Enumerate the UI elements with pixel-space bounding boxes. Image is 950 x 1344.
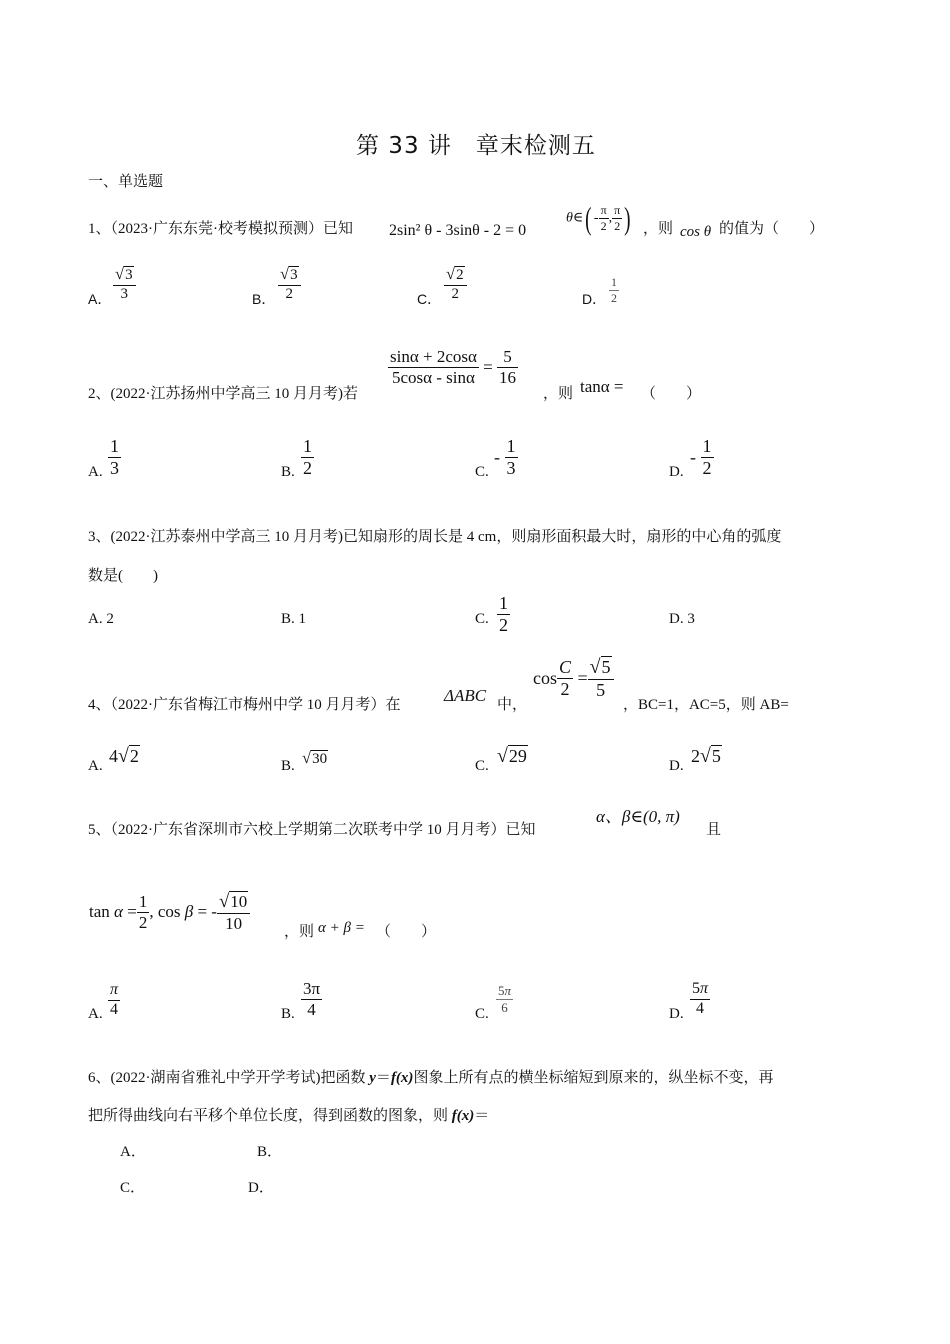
q5-option-c-label: C. [475,1006,489,1022]
q5-option-a-value: $\frac{\pi}{4}$ [110,981,119,1018]
q3-line-2: 数是( ) [88,568,158,584]
q4-option-d-value: 2√5 [691,745,721,767]
q2-equation: $\frac{\sin\alpha + 2\cos\alpha}{5\cos\alpha - \sin\alpha}$ = $\frac{5}{16}$ [390,347,516,387]
q6-line-2: 把所得曲线向右平移个单位长度，得到函数的图象，则 f(x)＝ [88,1108,490,1124]
q2-stem-before: 2、(2022·江苏扬州中学高三 10 月月考)若 [88,386,358,402]
q1-equation-text: 2sin² θ - 3sinθ - 2 = 0 [389,222,527,239]
q1-equation [389,222,526,240]
q4-option-a-label: A. [88,758,103,774]
q6-option-b-label: B． [257,1144,283,1160]
q1-option-a-value: $\frac{√3}{3}$ [113,265,136,303]
q1-option-a-label: A． [88,291,112,307]
q3-option-c-value: $\frac{1}{2}$ [499,593,508,635]
q5-option-b-value: $\frac{3\pi}{4}$ [303,979,321,1019]
q1-option-c-label: C． [417,291,442,307]
q1-stem-end: 的值为（ ） [719,221,825,237]
section-heading: 一、单选题 [88,174,164,190]
q3-option-b: B. 1 [281,611,307,627]
question-1-stem [88,217,353,238]
q4-stem-before: 4、（2022·广东省梅江市梅州中学 10 月月考）在 [88,697,401,713]
q1-option-d-label: D． [582,291,607,307]
q2-option-b-label: B. [281,464,295,480]
q2-ask: tanα = [580,377,624,396]
q3-option-d: D. 3 [669,611,695,627]
q6-option-a-label: A． [120,1144,146,1160]
q2-option-a-label: A. [88,464,103,480]
q4-option-c-label: C. [475,758,489,774]
q4-option-b-label: B. [281,758,295,774]
q6-option-d-label: D． [248,1180,274,1196]
q4-stem-after: ，BC=1，AC=5，则 AB= [623,697,789,713]
q4-condition: cos $\frac{C}{2}$ = $\frac{√5}{5}$ [533,657,614,700]
q2-stem-end: （ ） [641,386,702,402]
q5-condition-1: α、β∈(0, π) [596,807,680,826]
q2-option-c-value: - $\frac{1}{3}$ [494,436,516,478]
q5-option-c-value: $\frac{5\pi}{6}$ [498,983,512,1015]
q4-option-b-value: √30 [302,748,328,767]
q4-triangle: ΔABC [444,686,487,705]
q2-option-a-value: $\frac{1}{3}$ [110,436,119,478]
q5-condition-2: tan α = $\frac{1}{2}$ , cos β = - $\frac{√10}{10}$ [89,892,250,932]
q3-option-a: A. 2 [88,611,114,627]
q4-option-a-value: 4√2 [109,745,139,767]
q5-option-b-label: B. [281,1006,295,1022]
q1-stem-after: ，则 [643,221,674,237]
q6-line-1: 6、(2022·湖南省雅礼中学开学考试)把函数 y＝f(x)图象上所有点的横坐标缩短到原来的，纵坐标不变，再 [88,1070,774,1086]
q1-option-b-value: $\frac{√3}{2}$ [278,265,301,303]
q1-option-c-value: $\frac{√2}{2}$ [444,265,467,303]
q5-stem-before: 5、（2022·广东省深圳市六校上学期第二次联考中学 10 月月考）已知 [88,822,536,838]
q2-eq-den: 5cosα - sinα [391,367,475,387]
q1-cos: cos θ [680,224,712,240]
q5-ask: α + β = [318,920,365,936]
q2-option-b-value: $\frac{1}{2}$ [303,436,312,478]
q3-option-c-label: C. [475,611,489,627]
page-title: 第 33 讲 章末检测五 [356,133,596,159]
q5-option-a-label: A. [88,1006,103,1022]
q5-stem-end: （ ） [376,924,437,940]
q2-eq-num: sinα + 2cosα [390,347,477,366]
q4-stem-mid: 中， [497,697,528,713]
q2-stem-after: ，则 [543,386,574,402]
q4-option-c-value: √29 [497,745,527,767]
q1-stem-before: 1、（2023·广东东莞·校考模拟预测）已知 [88,221,353,237]
q3-line-1: 3、(2022·江苏泰州中学高三 10 月月考)已知扇形的周长是 4 cm，则扇形面积最大时，扇形的中心角的弧度 [88,529,782,545]
q5-option-d-label: D. [669,1006,684,1022]
q1-option-b-label: B． [252,291,276,307]
q1-theta-range: θ∈( - $\frac{\pi}{2}$ , $\frac{\pi}{2}$ ) [566,200,631,236]
q2-option-c-label: C. [475,464,489,480]
q5-stem-qie: 且 [706,822,722,838]
q2-option-d-label: D. [669,464,684,480]
q6-option-c-label: C． [120,1180,146,1196]
q4-option-d-label: D. [669,758,684,774]
q2-option-d-value: - $\frac{1}{2}$ [690,436,712,478]
q5-option-d-value: $\frac{5\pi}{4}$ [692,980,709,1017]
q1-option-d-value: $\frac{1}{2}$ [611,275,617,305]
q5-stem-after: ，则 [284,924,315,940]
